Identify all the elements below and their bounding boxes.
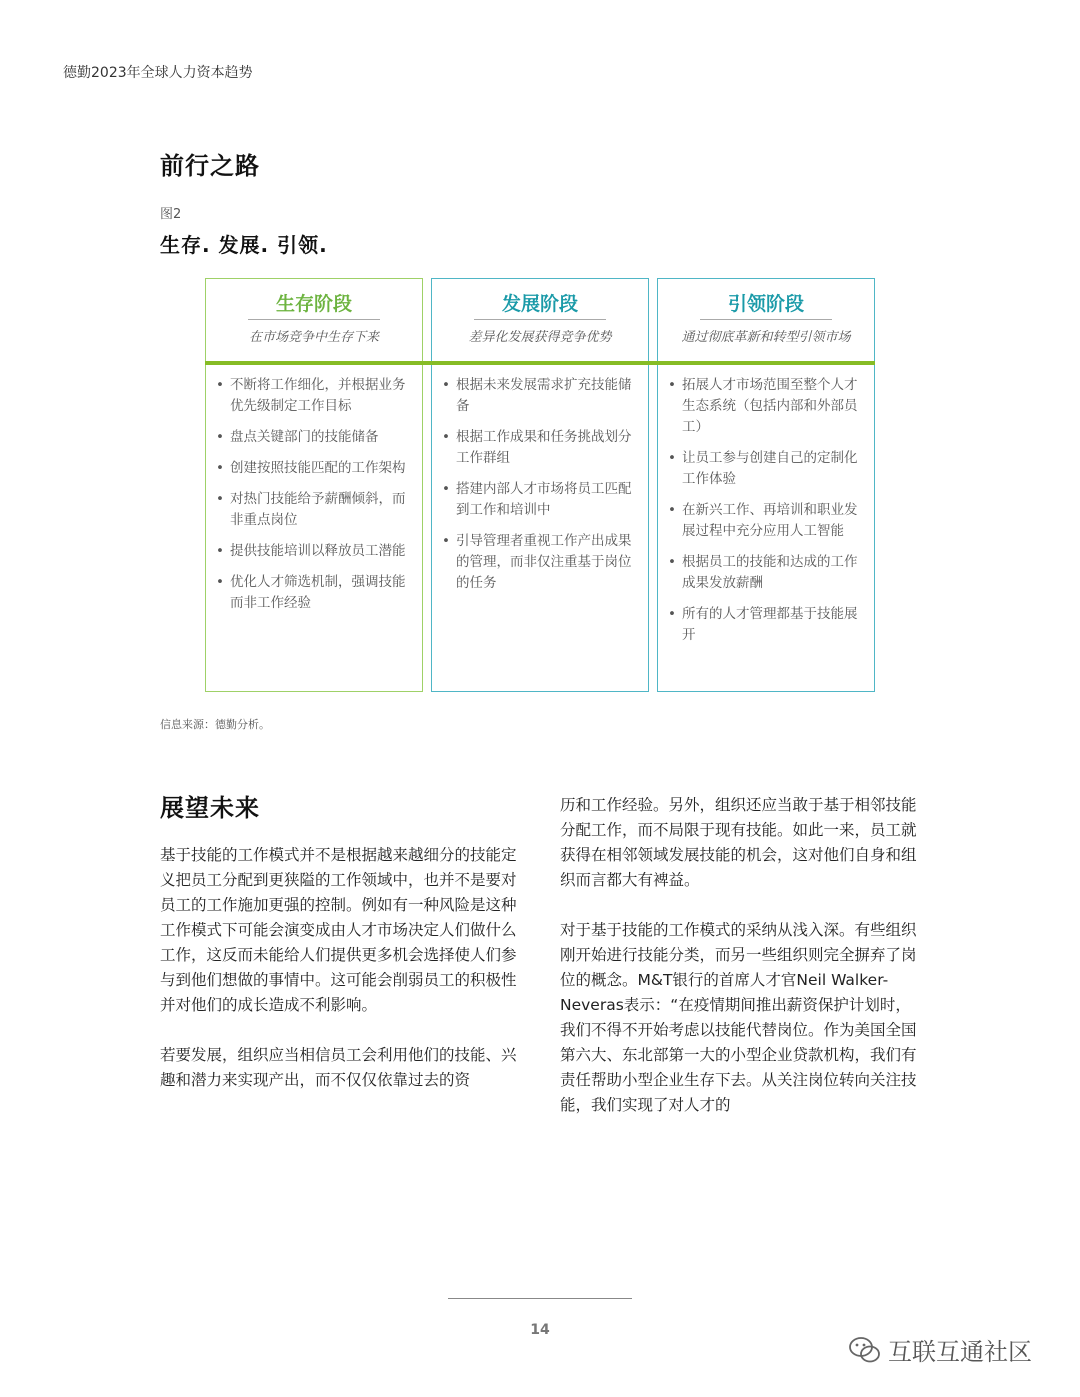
body-column-left [160, 843, 522, 1118]
stage-title: 发展阶段 [474, 289, 606, 320]
list-item: • 根据未来发展需求扩充技能储备 [442, 375, 638, 417]
section-title-road-ahead: 前行之路 [160, 152, 260, 180]
list-item: • 所有的人才管理都基于技能展开 [668, 604, 864, 646]
stage-column-survive [205, 278, 423, 692]
stage-title: 生存阶段 [248, 289, 380, 320]
list-item: • 搭建内部人才市场将员工匹配到工作和培训中 [442, 479, 638, 521]
watermark [848, 1332, 1032, 1367]
section-title-looking-ahead: 展望未来 [160, 794, 260, 822]
stage-subtitle: 通过彻底革新和转型引领市场 [681, 330, 851, 345]
stage-subtitle: 在市场竞争中生存下来 [248, 330, 379, 345]
paragraph: 若要发展，组织应当相信员工会利用他们的技能、兴趣和潜力来实现产出，而不仅仅依靠过去的资 [160, 1046, 517, 1089]
stage-bullet-list [432, 361, 648, 594]
footer-rule [448, 1298, 632, 1299]
stage-header [432, 279, 648, 361]
list-item: • 让员工参与创建自己的定制化工作体验 [668, 448, 864, 490]
wechat-icon [848, 1335, 882, 1365]
figure-title: 生存. 发展. 引领. [160, 233, 328, 257]
paragraph: 基于技能的工作模式并不是根据越来越细分的技能定义把员工分配到更狭隘的工作领域中，也并不是要对员工的工作施加更强的控制。例如有一种风险是这种工作模式下可能会演变成由人才市场决定人们做什么工作，这反而未能给人们提供更多机会选择使人们参与到他们想做的事情中。这可能会削弱员工的积极性并对他们的成长造成不利影响。 [160, 846, 517, 1014]
stage-title: 引领阶段 [700, 289, 832, 320]
list-item: • 创建按照技能匹配的工作架构 [216, 458, 412, 479]
list-item: • 根据工作成果和任务挑战划分工作群组 [442, 427, 638, 469]
stage-column-lead [657, 278, 875, 692]
list-item: • 不断将工作细化，并根据业务优先级制定工作目标 [216, 375, 412, 417]
list-item: • 根据员工的技能和达成的工作成果发放薪酬 [668, 552, 864, 594]
paragraph: 对于基于技能的工作模式的采纳从浅入深。有些组织刚开始进行技能分类，而另一些组织则完全摒弃了岗位的概念。M&T银行的首席人才官Neil Walker-Neveras表示：“在疫情期间推出薪资保护计划时，我们不得不开始考虑以技能代替岗位。作为美国全国第六大、东北部第一大的小型企业贷款机构，我们有责任帮助小型企业生存下去。从关注岗位转向关注技能，我们实现了对人才的 [560, 921, 917, 1114]
figure-source: 信息来源：德勤分析。 [160, 718, 270, 731]
list-item: • 在新兴工作、再培训和职业发展过程中充分应用人工智能 [668, 500, 864, 542]
list-item: • 优化人才筛选机制，强调技能而非工作经验 [216, 572, 412, 614]
paragraph: 历和工作经验。另外，组织还应当敢于基于相邻技能分配工作，而不局限于现有技能。如此一来，员工就获得在相邻领域发展技能的机会，这对他们自身和组织而言都大有裨益。 [560, 796, 917, 889]
stage-subtitle: 差异化发展获得竞争优势 [468, 330, 612, 345]
stage-header [206, 279, 422, 361]
list-item: • 盘点关键部门的技能储备 [216, 427, 412, 448]
figure-label: 图2 [160, 207, 182, 222]
stage-column-thrive [431, 278, 649, 692]
stage-bullet-list [206, 361, 422, 614]
list-item: • 对热门技能给予薪酬倾斜，而非重点岗位 [216, 489, 412, 531]
body-column-right [560, 793, 922, 1143]
figure-divider-bar [205, 361, 875, 365]
stage-header [658, 279, 874, 361]
list-item: • 提供技能培训以释放员工潜能 [216, 541, 412, 562]
list-item: • 拓展人才市场范围至整个人才生态系统（包括内部和外部员工） [668, 375, 864, 438]
page-number: 14 [530, 1322, 550, 1338]
list-item: • 引导管理者重视工作产出成果的管理，而非仅注重基于岗位的任务 [442, 531, 638, 594]
running-header: 德勤2023年全球人力资本趋势 [63, 65, 253, 81]
watermark-text: 互联互通社区 [888, 1338, 1032, 1366]
stage-bullet-list [658, 361, 874, 646]
